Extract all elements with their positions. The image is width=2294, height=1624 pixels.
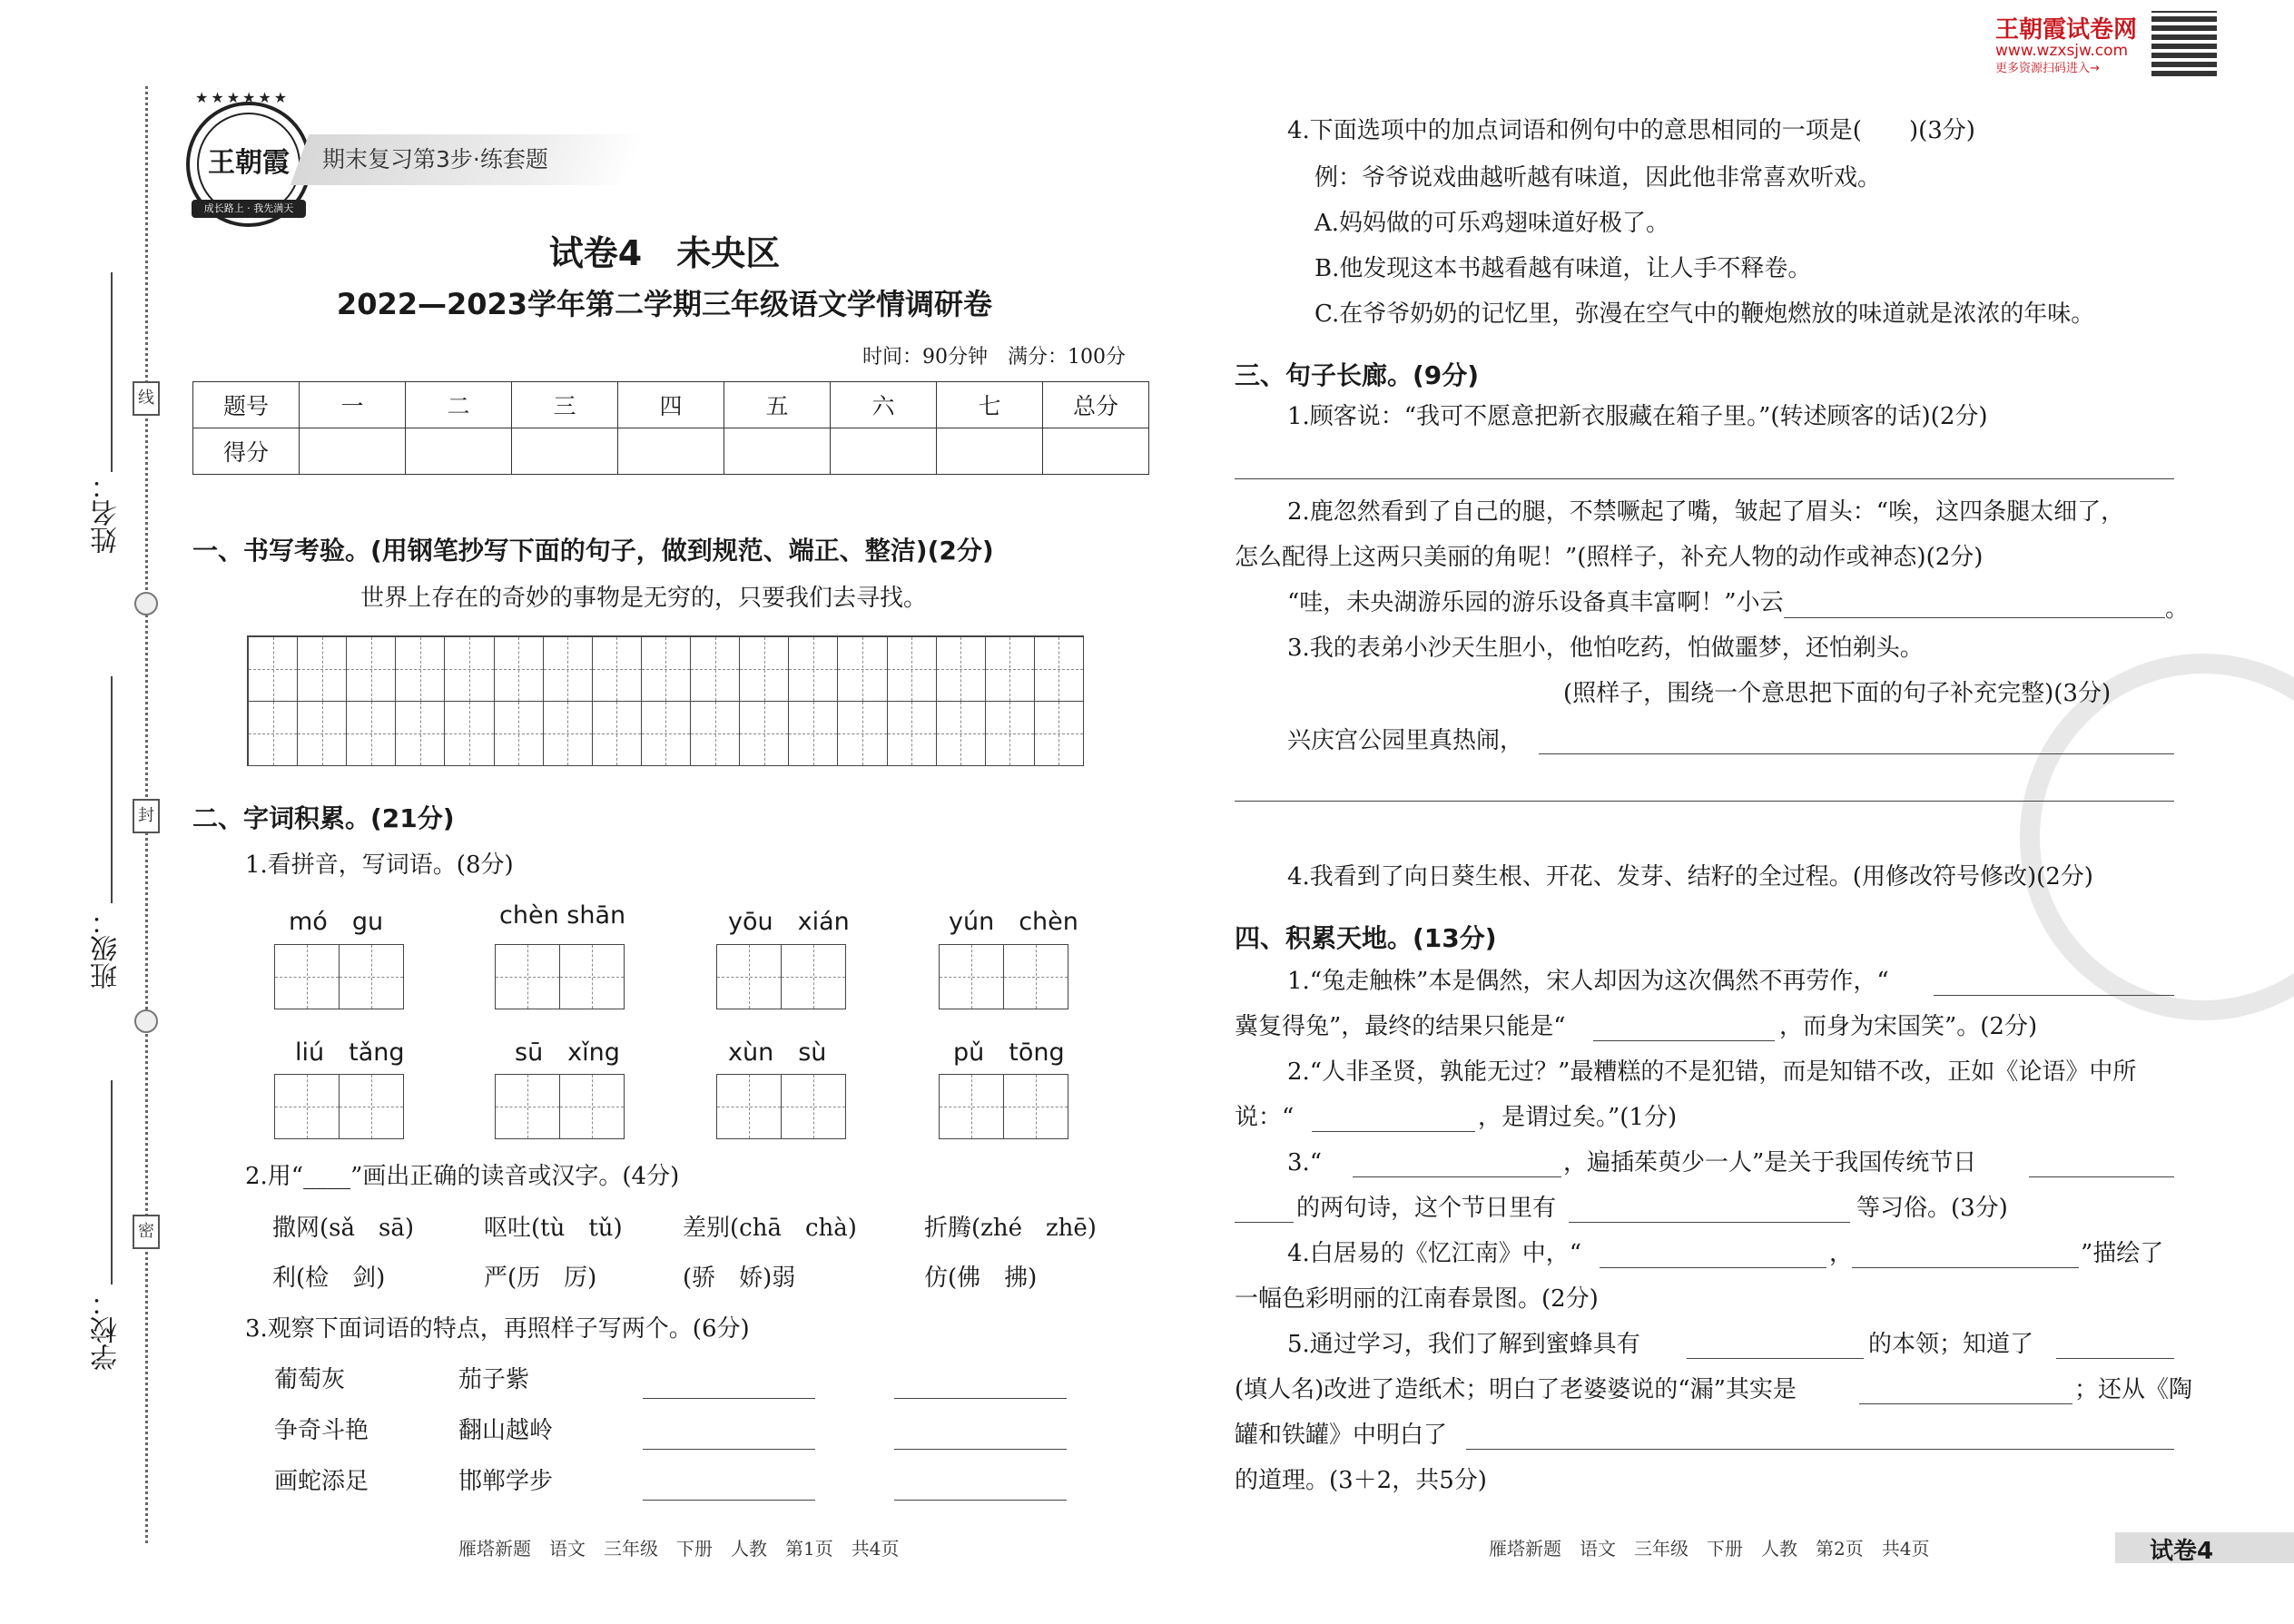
logo-right-text: 我先满天	[253, 202, 294, 214]
class-label: 班级：	[91, 908, 123, 989]
q4-option-c[interactable]: C.在爷爷奶奶的记忆里，弥漫在空气中的鞭炮燃放的味道就是浓浓的年味。	[1314, 300, 2095, 328]
writing-cell[interactable]	[1034, 636, 1084, 702]
s4-q4-line1c: ”描绘了	[2081, 1240, 2164, 1267]
pinyin-6: sū xǐng	[515, 1038, 620, 1067]
answer-line[interactable]	[643, 1500, 815, 1501]
q2-2-item[interactable]: 撒网(sǎ sā)	[272, 1215, 414, 1242]
score-cell[interactable]	[406, 428, 512, 475]
answer-line[interactable]	[1353, 1176, 1561, 1177]
binding-hole-1	[134, 592, 158, 615]
answer-line[interactable]	[1934, 995, 2174, 996]
s4-q3-line2a: 的两句诗，这个节日里有	[1296, 1195, 1557, 1222]
pinyin-answer-cell[interactable]	[339, 944, 404, 1009]
score-header: 七	[937, 382, 1043, 428]
q2-2-item[interactable]: 呕吐(tù tǔ)	[484, 1215, 623, 1242]
writing-cell[interactable]	[297, 701, 347, 766]
answer-line[interactable]	[1466, 1449, 2174, 1450]
q4-example: 例：爷爷说戏曲越听越有味道，因此他非常喜欢听戏。	[1314, 164, 1882, 192]
school-label: 学校：	[91, 1289, 123, 1371]
writing-cell[interactable]	[936, 701, 986, 766]
s3-q1: 1.顾客说：“我可不愿意把新衣服藏在箱子里。”(转述顾客的话)(2分)	[1287, 403, 1988, 430]
pinyin-answer-cell[interactable]	[1003, 944, 1068, 1009]
answer-line[interactable]	[643, 1398, 815, 1399]
pinyin-answer-cell[interactable]	[1003, 1074, 1068, 1139]
answer-line[interactable]	[1784, 617, 2165, 618]
writing-cell[interactable]	[936, 636, 986, 702]
s4-q5-line1a: 5.通过学习，我们了解到蜜蜂具有	[1287, 1331, 1640, 1358]
answer-line[interactable]	[1687, 1358, 1864, 1359]
writing-cell[interactable]	[837, 636, 887, 702]
score-header: 总分	[1043, 382, 1149, 428]
score-cell[interactable]	[831, 428, 937, 475]
logo-left-text: 成长路上	[203, 202, 244, 214]
pinyin-answer-cell[interactable]	[939, 944, 1004, 1009]
answer-line[interactable]	[1235, 478, 2174, 479]
writing-cell[interactable]	[543, 701, 593, 766]
seal-char-3: 密	[133, 1215, 160, 1249]
q2-3-example: 争奇斗艳	[274, 1417, 369, 1444]
pinyin-answer-cell[interactable]	[939, 1074, 1004, 1139]
answer-line[interactable]	[2056, 1358, 2174, 1359]
pinyin-answer-cell[interactable]	[559, 1074, 625, 1139]
pinyin-1: mó gu	[289, 908, 384, 936]
answer-line[interactable]	[1235, 801, 2174, 802]
answer-line[interactable]	[1539, 753, 2174, 754]
copy-sentence: 世界上存在的奇妙的事物是无穷的，只要我们去寻找。	[360, 585, 928, 612]
logo-text: 王朝霞	[208, 147, 290, 179]
school-line[interactable]	[111, 1080, 113, 1284]
s4-q5-line1b: 的本领；知道了	[1868, 1331, 2034, 1358]
section-1-heading: 一、书写考验。(用钢笔抄写下面的句子，做到规范、端正、整洁)(2分)	[192, 536, 994, 566]
badge-text: 期末复习第3步·练套题	[322, 146, 548, 172]
period-mark: 。	[2165, 595, 2190, 623]
s4-q1-line1: 1.“兔走触株”本是偶然，宋人却因为这次偶然不再劳作，“	[1287, 968, 1889, 995]
writing-cell[interactable]	[592, 636, 642, 702]
s4-q5-line4: 的道理。(3＋2，共5分)	[1235, 1467, 1487, 1494]
writing-cell[interactable]	[739, 701, 789, 766]
score-table	[192, 381, 1149, 475]
answer-line[interactable]	[1312, 1131, 1475, 1132]
s4-q2-line2b: ，是谓过矣。”(1分)	[1478, 1104, 1678, 1131]
writing-cell[interactable]	[788, 701, 838, 766]
s4-q4-line1a: 4.白居易的《忆江南》中，“	[1287, 1240, 1582, 1267]
writing-cell[interactable]	[592, 701, 642, 766]
s3-q3-line2: (照样子，围绕一个意思把下面的句子补充完整)(3分)	[1563, 680, 2112, 707]
writing-cell[interactable]	[837, 701, 887, 766]
binding-hole-2	[134, 1009, 158, 1033]
qr-code[interactable]	[2151, 11, 2217, 76]
q2-3-example: 邯郸学步	[458, 1468, 554, 1495]
score-header: 五	[724, 382, 831, 428]
q2-2-item[interactable]: (骄 娇)弱	[683, 1265, 796, 1292]
pinyin-answer-cell[interactable]	[716, 1074, 782, 1139]
s4-q2-line1: 2.“人非圣贤，孰能无过？”最糟糕的不是犯错，而是知错不改，正如《论语》中所	[1287, 1058, 2137, 1086]
score-header: 一	[300, 382, 406, 428]
q2-2-item[interactable]: 差别(chā chà)	[683, 1215, 857, 1242]
pinyin-answer-cell[interactable]	[559, 944, 625, 1009]
s3-q4: 4.我看到了向日葵生根、开花、发芽、结籽的全过程。(用修改符号修改)(2分)	[1287, 863, 2093, 891]
answer-line[interactable]	[2029, 1176, 2174, 1177]
writing-cell[interactable]	[395, 701, 445, 766]
writing-cell[interactable]	[444, 636, 494, 702]
footer-tag: 试卷4	[2150, 1538, 2214, 1565]
name-line[interactable]	[111, 272, 113, 472]
writing-cell[interactable]	[543, 636, 593, 702]
pinyin-answer-cell[interactable]	[339, 1074, 404, 1139]
brand-url[interactable]: www.wzxsjw.com	[1995, 42, 2129, 60]
q2-3-example: 画蛇添足	[274, 1468, 369, 1495]
writing-cell[interactable]	[985, 636, 1035, 702]
brand-name: 王朝霞试卷网	[1995, 16, 2138, 44]
writing-cell[interactable]	[1034, 701, 1084, 766]
s4-q5-line2a: (填人名)改进了造纸术；明白了老婆婆说的“漏”其实是	[1235, 1376, 1797, 1403]
paper-meta: 时间：90分钟 满分：100分	[862, 346, 1126, 369]
writing-cell[interactable]	[248, 636, 298, 702]
q2-2-prompt: 2.用“____”画出正确的读音或汉字。(4分)	[245, 1163, 680, 1190]
writing-cell[interactable]	[248, 701, 298, 766]
writing-cell[interactable]	[395, 636, 445, 702]
pinyin-answer-cell[interactable]	[274, 944, 340, 1009]
section-2-heading: 二、字词积累。(21分)	[192, 803, 455, 833]
pinyin-answer-cell[interactable]	[495, 1074, 560, 1139]
s4-q5-line2b: ；还从《陶	[2074, 1376, 2193, 1403]
q2-2-item[interactable]: 严(历 厉)	[484, 1265, 597, 1292]
writing-cell[interactable]	[887, 636, 937, 702]
q2-2-item[interactable]: 仿(佛 拂)	[924, 1265, 1038, 1292]
pinyin-answer-cell[interactable]	[495, 944, 560, 1009]
writing-cell[interactable]	[494, 701, 544, 766]
seal-char-2: 封	[133, 799, 160, 833]
score-row-label: 得分	[193, 428, 300, 475]
pinyin-8: pǔ tōng	[953, 1038, 1065, 1067]
s4-q3-line2b: 等习俗。(3分)	[1856, 1195, 2008, 1222]
pinyin-answer-cell[interactable]	[781, 1074, 846, 1139]
s4-q3-line1b: ，遍插茱萸少一人”是关于我国传统节日	[1563, 1149, 1977, 1176]
writing-cell[interactable]	[887, 701, 937, 766]
q4-option-b[interactable]: B.他发现这本书越看越有味道，让人手不释卷。	[1314, 255, 1812, 282]
s3-q2-line2: 怎么配得上这两只美丽的角呢！”(照样子，补充人物的动作或神态)(2分)	[1235, 544, 1984, 571]
logo-emblem: 王朝霞 成长路上 · 我先满天	[186, 102, 311, 227]
section-3-heading: 三、句子长廊。(9分)	[1235, 360, 1480, 390]
s4-q2-line2a: 说：“	[1235, 1104, 1295, 1131]
answer-line[interactable]	[1600, 1267, 1826, 1268]
score-cell[interactable]	[1043, 428, 1149, 475]
q2-3-example: 葡萄灰	[274, 1366, 346, 1393]
q2-2-item[interactable]: 利(检 剑)	[272, 1265, 386, 1292]
class-line[interactable]	[111, 676, 113, 903]
name-label: 姓名：	[91, 472, 123, 554]
s3-q3-line1: 3.我的表弟小沙天生胆小，他怕吃药，怕做噩梦，还怕剃头。	[1287, 635, 1924, 662]
pinyin-2: chèn shān	[499, 901, 626, 930]
score-header: 二	[406, 382, 512, 428]
pinyin-5: liú tǎng	[295, 1038, 405, 1067]
score-cell[interactable]	[937, 428, 1043, 475]
brand-tip: 更多资源扫码进入→	[1995, 62, 2100, 75]
writing-cell[interactable]	[641, 701, 691, 766]
s4-q4-comma: ，	[1829, 1240, 1854, 1267]
writing-cell[interactable]	[346, 636, 396, 702]
pinyin-4: yún chèn	[949, 908, 1078, 936]
answer-line[interactable]	[1569, 1222, 1850, 1223]
answer-line[interactable]	[1859, 1403, 2072, 1404]
footer-left: 雁塔新题 语文 三年级 下册 人教 第1页 共4页	[458, 1538, 900, 1560]
s4-q1-line2a: 冀复得兔”，最终的结果只能是“	[1235, 1013, 1566, 1040]
writing-cell[interactable]	[739, 636, 789, 702]
pinyin-answer-cell[interactable]	[781, 944, 846, 1009]
q4-prompt: 4.下面选项中的加点词语和例句中的意思相同的一项是( )(3分)	[1287, 117, 1975, 144]
section-4-heading: 四、积累天地。(13分)	[1235, 923, 1497, 953]
answer-line[interactable]	[643, 1449, 815, 1450]
writing-cell[interactable]	[346, 701, 396, 766]
q2-1-prompt: 1.看拼音，写词语。(8分)	[245, 851, 514, 879]
seal-char-1: 线	[133, 381, 160, 416]
pinyin-answer-cell[interactable]	[274, 1074, 340, 1139]
paper-subtitle: 2022—2023学年第二学期三年级语文学情调研卷	[336, 287, 993, 321]
logo-stars: ★★★★★★	[195, 89, 290, 106]
writing-cell[interactable]	[641, 636, 691, 702]
writing-cell[interactable]	[690, 636, 740, 702]
score-header: 题号	[193, 382, 300, 428]
answer-line[interactable]	[1593, 1040, 1775, 1041]
score-header: 六	[831, 382, 937, 428]
footer-right: 雁塔新题 语文 三年级 下册 人教 第2页 共4页	[1489, 1538, 1930, 1560]
s3-q2-line1: 2.鹿忽然看到了自己的腿，不禁噘起了嘴，皱起了眉头：“唉，这四条腿太细了，	[1287, 498, 2125, 526]
writing-cell[interactable]	[985, 701, 1035, 766]
answer-line[interactable]	[894, 1398, 1067, 1399]
q2-3-example: 茄子紫	[458, 1366, 530, 1393]
score-cell[interactable]	[300, 428, 406, 475]
writing-cell[interactable]	[788, 636, 838, 702]
writing-cell[interactable]	[690, 701, 740, 766]
pinyin-answer-cell[interactable]	[716, 944, 782, 1009]
q4-option-a[interactable]: A.妈妈做的可乐鸡翅味道好极了。	[1314, 210, 1670, 237]
writing-cell[interactable]	[444, 701, 494, 766]
score-cell[interactable]	[724, 428, 831, 475]
q2-3-example: 翻山越岭	[458, 1417, 554, 1444]
q2-2-item[interactable]: 折腾(zhé zhē)	[924, 1215, 1097, 1242]
s3-q2-line3: “哇，未央湖游乐园的游乐设备真丰富啊！”小云	[1287, 589, 1784, 616]
s4-q3-line1a: 3.“	[1287, 1149, 1323, 1176]
score-cell[interactable]	[618, 428, 724, 475]
writing-cell[interactable]	[494, 636, 544, 702]
paper-title: 试卷4 未央区	[548, 233, 781, 273]
s4-q1-line2b: ，而身为宋国笑”。(2分)	[1779, 1013, 2038, 1040]
score-cell[interactable]	[512, 428, 618, 475]
answer-line[interactable]	[894, 1449, 1067, 1450]
s4-q4-line2: 一幅色彩明丽的江南春景图。(2分)	[1235, 1285, 1599, 1313]
pinyin-3: yōu xián	[728, 908, 850, 936]
s4-q5-line3: 罐和铁罐》中明白了	[1235, 1422, 1448, 1449]
copy-writing-grid[interactable]	[247, 635, 1084, 766]
pinyin-7: xùn sù	[728, 1038, 827, 1067]
s3-q3-line3: 兴庆宫公园里真热闹，	[1287, 727, 1524, 754]
answer-line[interactable]	[1235, 1222, 1294, 1223]
score-header: 三	[512, 382, 618, 428]
score-header: 四	[618, 382, 724, 428]
answer-line[interactable]	[894, 1500, 1067, 1501]
q2-3-prompt: 3.观察下面词语的特点，再照样子写两个。(6分)	[245, 1315, 750, 1343]
answer-line[interactable]	[1852, 1267, 2079, 1268]
writing-cell[interactable]	[297, 636, 347, 702]
